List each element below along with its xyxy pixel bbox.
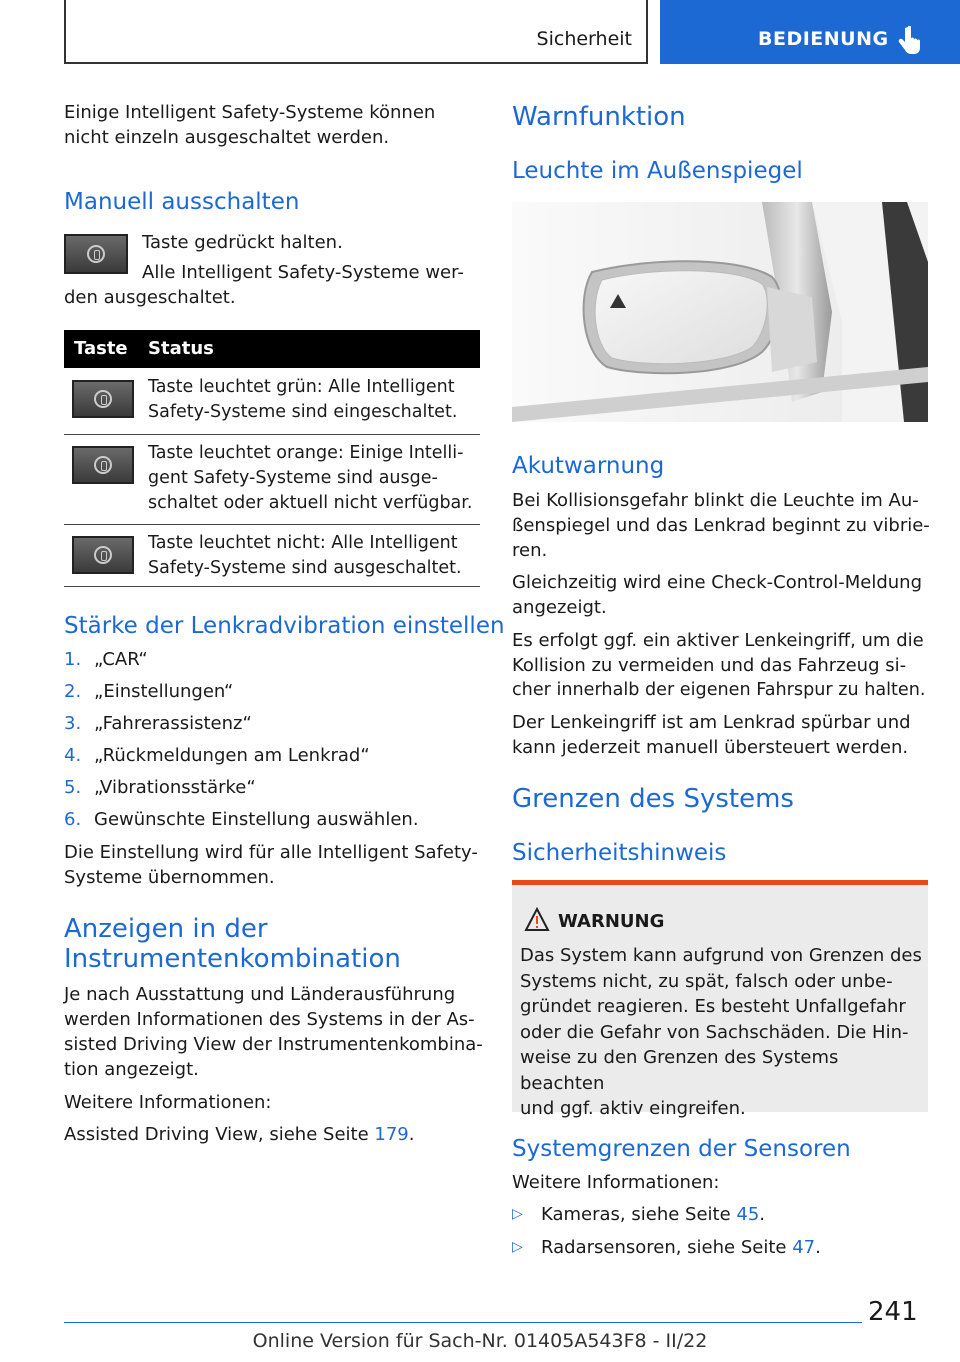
manual-line2a: Alle Intelligent Safety-Systeme wer- xyxy=(142,262,464,283)
display-heading-b: Instrumentenkombination xyxy=(64,944,401,974)
status-table-header xyxy=(64,330,480,368)
side-mirror-illustration xyxy=(512,202,928,422)
safety-icon xyxy=(87,245,105,263)
manual-off-heading: Manuell ausschalten xyxy=(64,189,300,215)
warning-line: Systems nicht, zu spät, falsch oder unbe- xyxy=(520,970,893,992)
bullet-text: Radarsensoren, siehe Seite xyxy=(541,1237,793,1258)
step-number: 1. xyxy=(64,649,82,670)
vibration-heading: Stärke der Lenkradvibration einstellen xyxy=(64,613,505,639)
acute-p3-line: cher innerhalb der eigenen Fahrspur zu halten. xyxy=(512,680,926,700)
warning-line: weise zu den Grenzen des Systems beachten xyxy=(520,1047,839,1094)
step-text: „Rückmeldungen am Lenkrad“ xyxy=(94,745,370,766)
warn-function-heading: Warnfunktion xyxy=(512,102,686,132)
sensor-limits-heading: Systemgrenzen der Sensoren xyxy=(512,1136,851,1162)
display-text-line: sisted Driving View der Instrumentenkombina- xyxy=(64,1034,483,1055)
step-number: 2. xyxy=(64,681,82,702)
warning-triangle-icon xyxy=(524,907,550,933)
display-heading-a: Anzeigen in der xyxy=(64,914,268,944)
bullet-triangle-icon: ▷ xyxy=(512,1239,523,1255)
header-section-title: Sicherheit xyxy=(536,28,632,50)
acute-p1-line: Bei Kollisionsgefahr blinkt die Leuchte im Au- xyxy=(512,490,919,511)
intro-text: Einige Intelligent Safety-Systeme können nicht einzeln ausgeschaltet werden. xyxy=(64,102,436,148)
display-text-line: werden Informationen des Systems in der As- xyxy=(64,1009,475,1030)
display-text-line: tion angezeigt. xyxy=(64,1059,199,1080)
page-number: 241 xyxy=(868,1297,918,1327)
bullet-item xyxy=(541,1235,821,1260)
safety-icon xyxy=(94,546,112,564)
table-divider xyxy=(64,524,480,525)
table-divider xyxy=(64,586,480,587)
pointing-hand-icon xyxy=(896,26,922,56)
acute-p1-line: ren. xyxy=(512,540,548,561)
col-status: Status xyxy=(148,338,214,359)
footer-online-version: Online Version für Sach-Nr. 01405A543F8 - II/22 xyxy=(252,1330,708,1352)
step-text: „Fahrerassistenz“ xyxy=(94,713,252,734)
table-row-3-line2: Safety-Systeme sind ausgeschaltet. xyxy=(148,558,462,578)
warning-box xyxy=(512,880,928,1119)
header-chapter-title: BEDIENUNG xyxy=(758,28,889,50)
step-number: 3. xyxy=(64,713,82,734)
step-text: „Einstellungen“ xyxy=(94,681,234,702)
assisted-ref-text: Assisted Driving View, siehe Seite xyxy=(64,1124,375,1145)
step-text: „Vibrationsstärke“ xyxy=(94,777,256,798)
safety-icon xyxy=(94,456,112,474)
limits-heading: Grenzen des Systems xyxy=(512,784,794,814)
button-green-image xyxy=(72,380,134,418)
safety-icon xyxy=(94,390,112,408)
display-text-line: Je nach Ausstattung und Länderausführung xyxy=(64,984,456,1005)
step-number: 6. xyxy=(64,809,82,830)
acute-p3-line: Kollision zu vermeiden und das Fahrzeug si- xyxy=(512,655,907,676)
manual-line1: Taste gedrückt halten. xyxy=(142,232,343,253)
footer-divider xyxy=(64,1322,862,1323)
vibration-note-a: Die Einstellung wird für alle Intelligent Safety- xyxy=(64,842,478,863)
warning-text xyxy=(520,943,924,1122)
page-link-179[interactable]: 179 xyxy=(374,1124,409,1145)
mirror-light-heading: Leuchte im Außenspiegel xyxy=(512,158,803,184)
safety-button-image xyxy=(64,234,128,274)
bullet-item xyxy=(541,1202,765,1227)
button-off-image xyxy=(72,536,134,574)
vibration-note-b: Systeme übernommen. xyxy=(64,867,275,888)
table-row-1-line1: Taste leuchtet grün: Alle Intelligent xyxy=(148,377,455,397)
manual-line2b: den ausgeschaltet. xyxy=(64,287,236,308)
table-row-2-line2: gent Safety-Systeme sind ausge- xyxy=(148,468,438,488)
more-info-right: Weitere Informationen: xyxy=(512,1172,720,1193)
assisted-ref-line xyxy=(64,1122,414,1147)
acute-p2-line: Gleichzeitig wird eine Check-Control-Meldung xyxy=(512,572,922,593)
acute-p1-line: ßenspiegel und das Lenkrad beginnt zu vibrie- xyxy=(512,515,930,536)
acute-warning-heading: Akutwarnung xyxy=(512,453,665,479)
acute-p4-line: kann jederzeit manuell übersteuert werden. xyxy=(512,737,909,758)
page-link-45[interactable]: 45 xyxy=(736,1204,760,1225)
table-row-2-line3: schaltet oder aktuell nicht verfügbar. xyxy=(148,493,473,513)
step-number: 4. xyxy=(64,745,82,766)
header-chapter-tab xyxy=(660,0,960,64)
period: . xyxy=(815,1237,821,1258)
warning-line: oder die Gefahr von Sachschäden. Die Hin- xyxy=(520,1021,909,1043)
more-info-left: Weitere Informationen: xyxy=(64,1092,272,1113)
step-number: 5. xyxy=(64,777,82,798)
step-text: Gewünschte Einstellung auswählen. xyxy=(94,809,419,830)
warning-line: Das System kann aufgrund von Grenzen des xyxy=(520,945,922,966)
safety-note-heading: Sicherheitshinweis xyxy=(512,840,727,866)
col-taste: Taste xyxy=(74,338,128,359)
period: . xyxy=(408,1124,415,1145)
warning-line: und ggf. aktiv eingreifen. xyxy=(520,1098,746,1119)
acute-p2-line: angezeigt. xyxy=(512,597,607,618)
acute-p4-line: Der Lenkeingriff ist am Lenkrad spürbar und xyxy=(512,712,911,733)
page-link-47[interactable]: 47 xyxy=(792,1237,816,1258)
step-text: „CAR“ xyxy=(94,649,148,670)
period: . xyxy=(759,1204,766,1225)
table-row-2-line1: Taste leuchtet orange: Einige Intelli- xyxy=(148,443,464,463)
bullet-triangle-icon: ▷ xyxy=(512,1206,523,1222)
table-row-3-line1: Taste leuchtet nicht: Alle Intelligent xyxy=(148,533,458,553)
bullet-text: Kameras, siehe Seite xyxy=(541,1204,737,1225)
button-orange-image xyxy=(72,446,134,484)
header-section-box xyxy=(64,0,648,64)
warning-line: gründet reagieren. Es besteht Unfallgefahr xyxy=(520,996,906,1017)
warning-label: WARNUNG xyxy=(558,911,665,932)
table-divider xyxy=(64,434,480,435)
table-row-1-line2: Safety-Systeme sind eingeschaltet. xyxy=(148,402,458,422)
acute-p3-line: Es erfolgt ggf. ein aktiver Lenkeingriff, um die xyxy=(512,630,924,651)
